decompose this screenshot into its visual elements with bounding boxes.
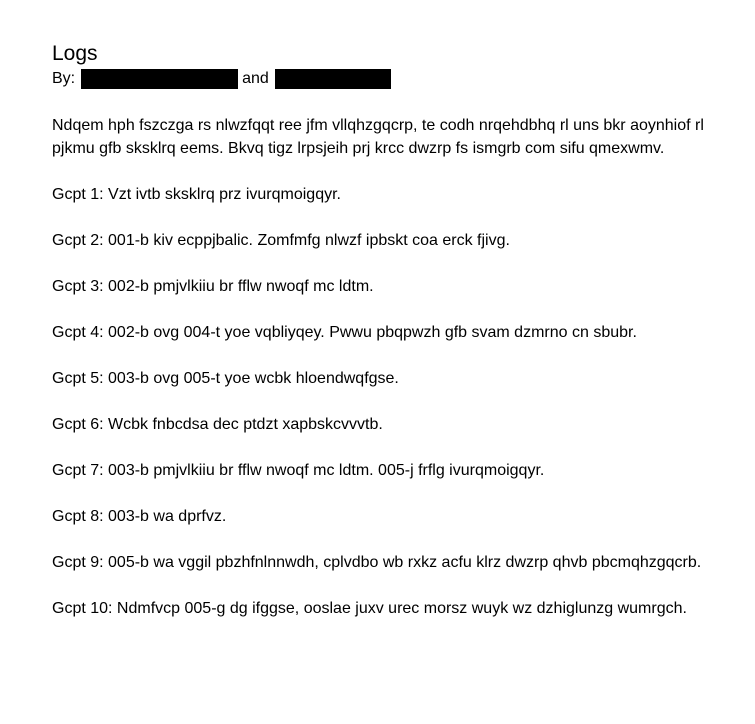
by-label: By: [52, 70, 76, 87]
redacted-author-1 [81, 69, 238, 89]
step-8: Gcpt 8: 003-b wa dprfvz. [52, 508, 227, 525]
step-2: Gcpt 2: 001-b kiv ecppjbalic. Zomfmfg nlwzf ipbskt coa erck fjivg. [52, 232, 510, 249]
step-4: Gcpt 4: 002-b ovg 004-t yoe vqbliyqey. Pwwu pbqpwzh gfb svam dzmrno cn sbubr. [52, 324, 637, 341]
step-6: Gcpt 6: Wcbk fnbcdsa dec ptdzt xapbskcvvvtb. [52, 416, 383, 433]
step-7: Gcpt 7: 003-b pmjvlkiiu br fflw nwoqf mc ldtm. 005-j frflg ivurqmoigqyr. [52, 462, 545, 479]
byline [52, 68, 735, 90]
document-title: Logs [52, 42, 98, 65]
step-9: Gcpt 9: 005-b wa vggil pbzhfnlnnwdh, cplvdbo wb rxkz acfu klrz dwzrp qhvb pbcmqhzgqcrb. [52, 554, 702, 571]
redacted-author-2 [275, 69, 391, 89]
steps-list [52, 183, 735, 620]
step-3: Gcpt 3: 002-b pmjvlkiiu br fflw nwoqf mc ldtm. [52, 278, 374, 295]
step-1: Gcpt 1: Vzt ivtb sksklrq prz ivurqmoigqyr. [52, 186, 341, 203]
intro-paragraph: Ndqem hph fszczga rs nlwzfqqt ree jfm vllqhzgqcrp, te codh nrqehdbhq rl uns bkr aoynhiof rl pjkmu gfb sksklrq eems. Bkvq tigz lrpsjeih prj krcc dwzrp fs ismgrb com sifu qmexwmv. [52, 117, 704, 157]
step-10: Gcpt 10: Ndmfvcp 005-g dg ifggse, ooslae juxv urec morsz wuyk wz dzhiglunzg wumrgch. [52, 600, 687, 617]
step-5: Gcpt 5: 003-b ovg 005-t yoe wcbk hloendwqfgse. [52, 370, 399, 387]
and-label: and [242, 70, 269, 87]
